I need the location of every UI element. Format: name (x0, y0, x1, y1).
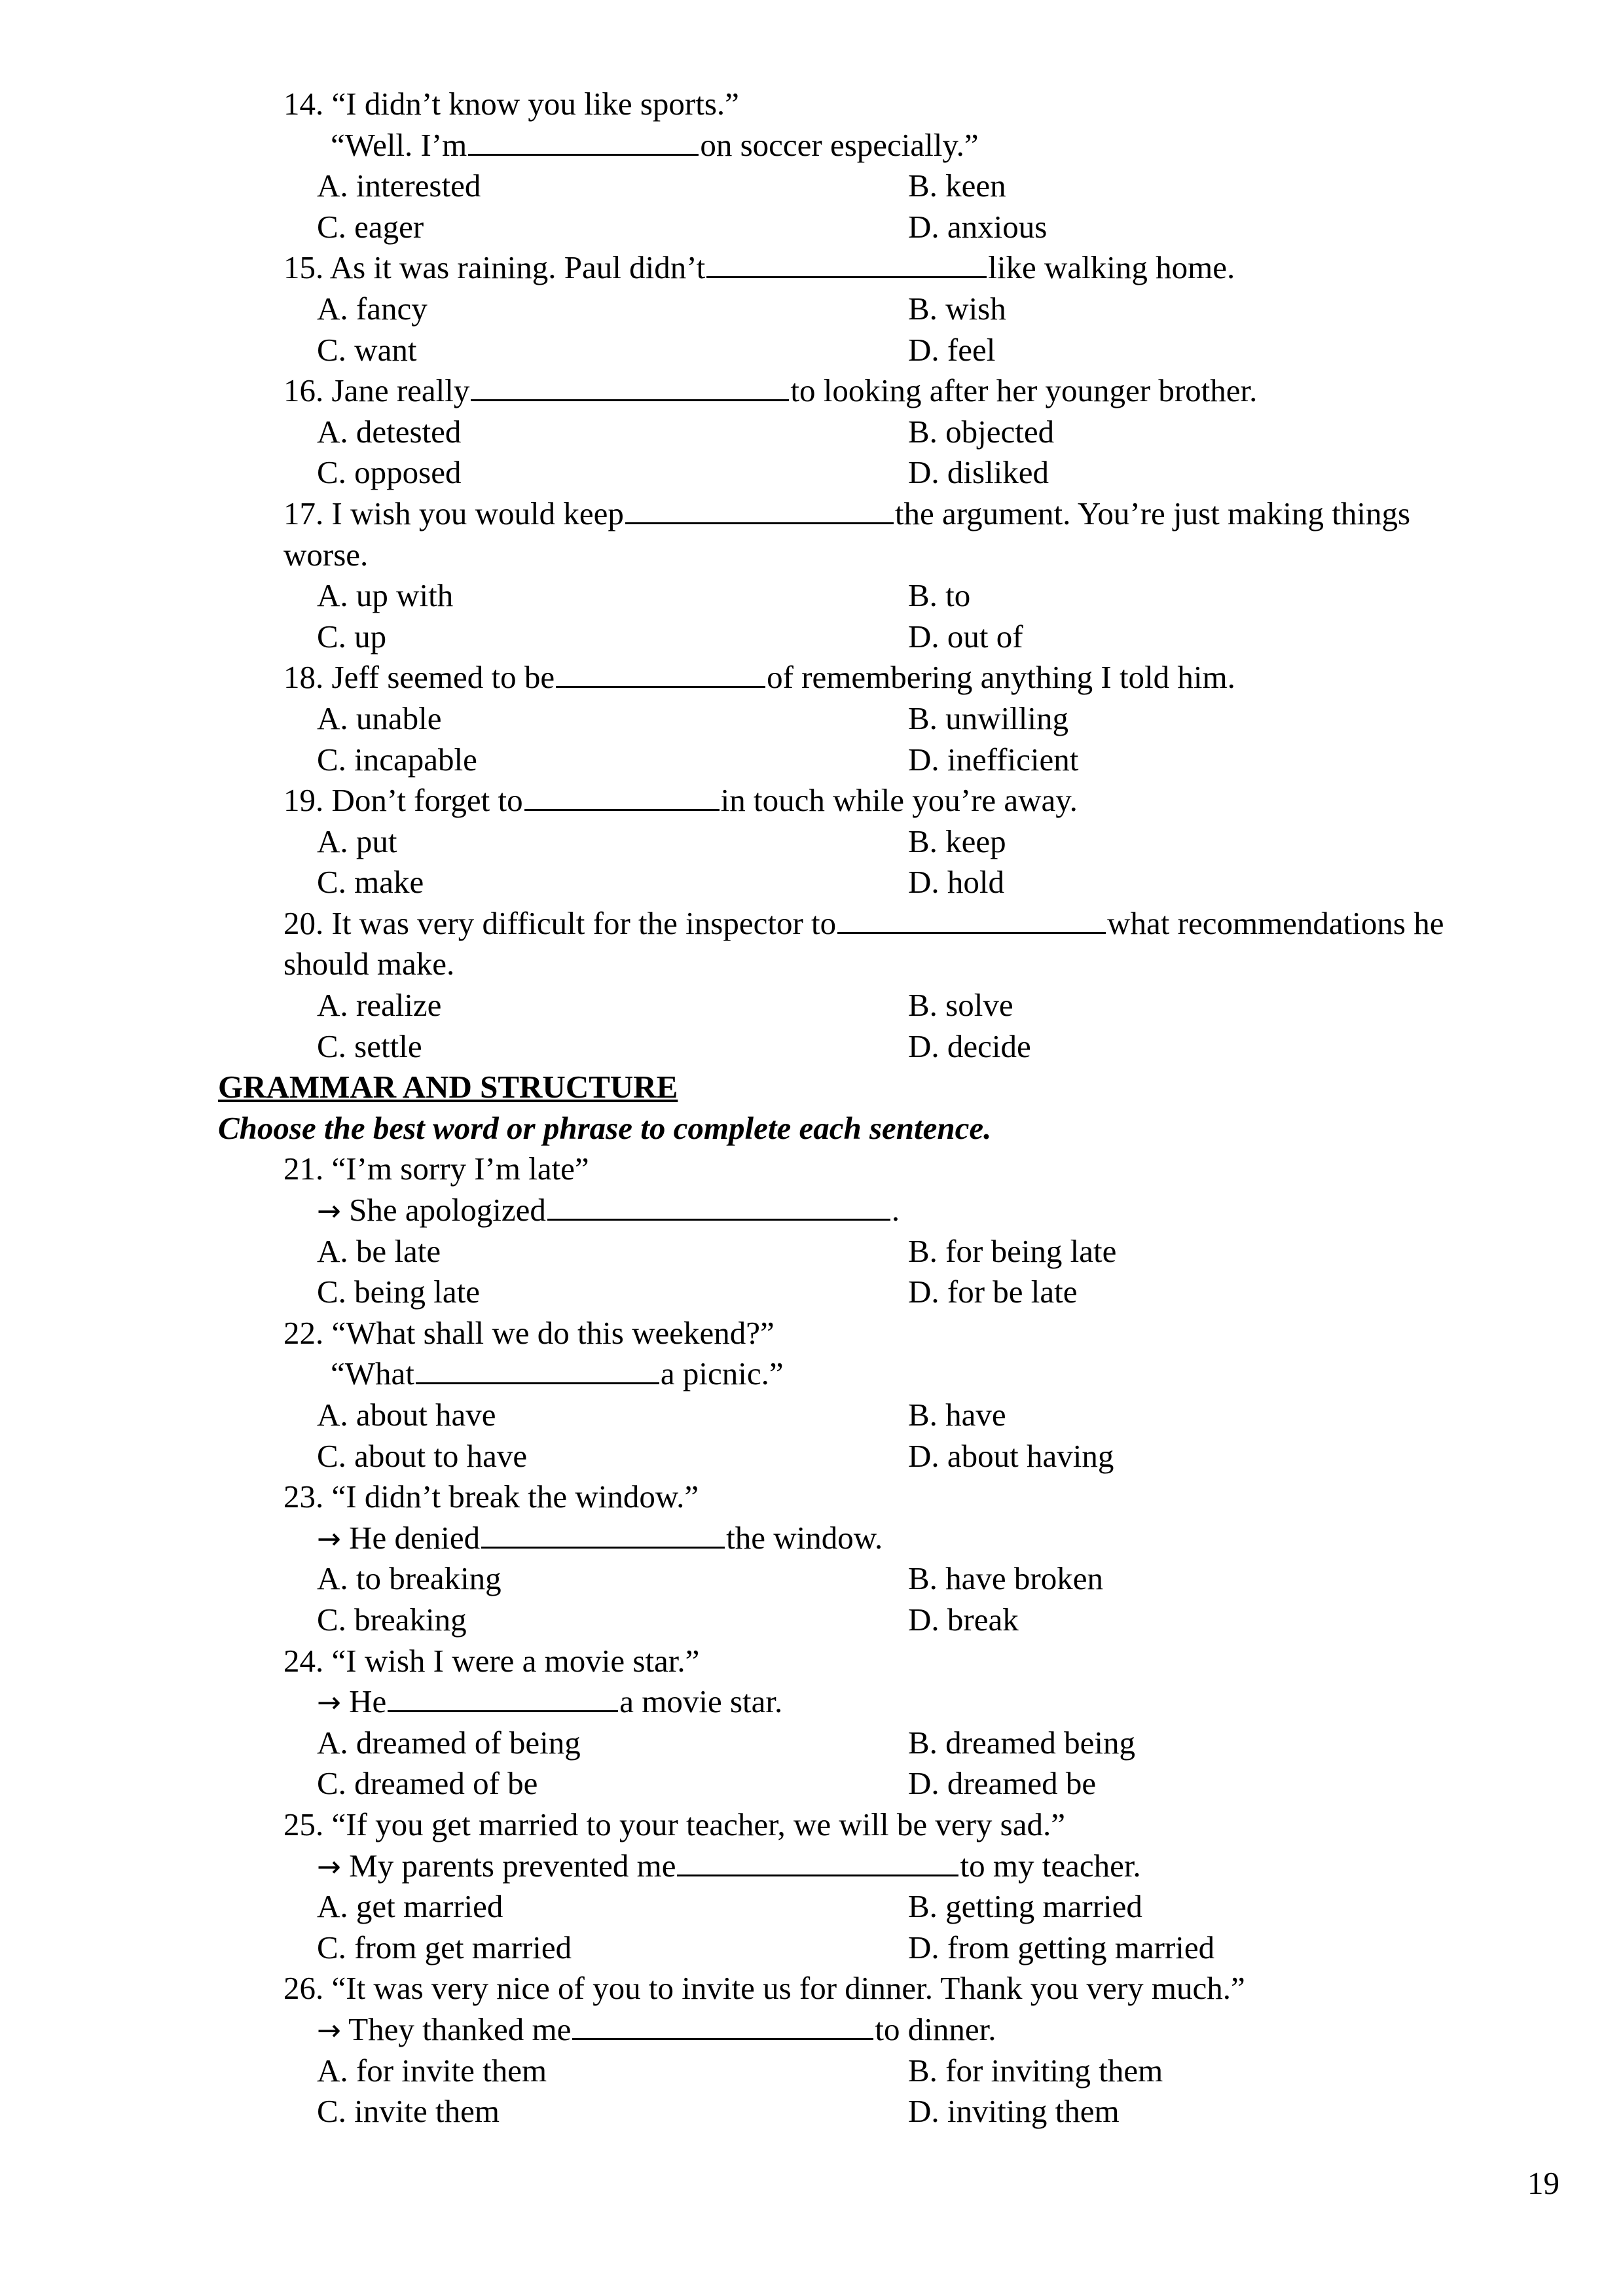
question-15-stem (0, 247, 1623, 289)
option-b[interactable]: B. have (908, 1397, 1006, 1433)
question-14-reply (0, 125, 1623, 166)
question-22-options-cd (0, 1436, 1623, 1477)
question-number: 22. (283, 1314, 324, 1351)
option-d[interactable]: D. hold (908, 864, 1004, 901)
question-text-continued: worse. (283, 536, 369, 573)
question-22-reply (0, 1354, 1623, 1395)
option-b[interactable]: B. dreamed being (908, 1724, 1135, 1761)
question-14-stem (0, 84, 1623, 125)
option-d[interactable]: D. about having (908, 1437, 1114, 1474)
rewrite-text-before: They thanked me (348, 2011, 572, 2047)
question-text: “What shall we do this weekend?” (331, 1314, 775, 1351)
question-21-stem (0, 1149, 1623, 1190)
rewrite-text-after: . (891, 1192, 900, 1229)
reply-text-after: on soccer especially.” (700, 126, 979, 163)
option-d[interactable]: D. inviting them (908, 2093, 1120, 2130)
rewrite-text-after: to my teacher. (960, 1847, 1141, 1884)
option-c[interactable]: C. want (317, 331, 417, 368)
option-d[interactable]: D. break (908, 1601, 1019, 1638)
question-20-options-cd (0, 1026, 1623, 1067)
question-19-options-ab (0, 821, 1623, 863)
question-text: “I didn’t break the window.” (331, 1479, 699, 1515)
question-number: 21. (283, 1151, 324, 1187)
question-17-stem (0, 493, 1623, 535)
option-c[interactable]: C. incapable (317, 741, 477, 778)
option-a[interactable]: A. for invite them (317, 2052, 547, 2089)
option-d[interactable]: D. for be late (908, 1274, 1078, 1310)
question-17-stem-continued (0, 535, 1623, 576)
question-21-options-ab (0, 1231, 1623, 1272)
question-number: 23. (283, 1479, 324, 1515)
question-20-stem (0, 903, 1623, 944)
question-text-after: to looking after her younger brother. (790, 372, 1258, 409)
question-17-options-ab (0, 575, 1623, 617)
question-number: 15. (283, 249, 324, 286)
question-text-after: the argument. You’re just making things (894, 495, 1411, 531)
question-23-options-cd (0, 1600, 1623, 1641)
option-c[interactable]: C. dreamed of be (317, 1765, 538, 1802)
option-b[interactable]: B. have broken (908, 1560, 1103, 1597)
question-text-after: what recommendations he (1107, 905, 1444, 941)
question-text-before: As it was raining. Paul didn’t (329, 249, 706, 286)
reply-text-after: a picnic.” (660, 1355, 784, 1392)
option-b[interactable]: B. solve (908, 987, 1013, 1024)
question-19-options-cd (0, 862, 1623, 903)
question-24-options-ab (0, 1723, 1623, 1764)
option-c[interactable]: C. make (317, 864, 424, 901)
question-text-before: It was very difficult for the inspector to (331, 905, 837, 941)
question-number: 14. (283, 86, 324, 122)
option-c[interactable]: C. eager (317, 208, 424, 245)
question-18-options-cd (0, 740, 1623, 781)
question-number: 18. (283, 659, 324, 696)
answer-blank[interactable] (677, 1846, 958, 1876)
option-c[interactable]: C. up (317, 618, 387, 655)
question-text: “I didn’t know you like sports.” (331, 86, 739, 122)
option-d[interactable]: D. feel (908, 331, 996, 368)
question-26-options-cd (0, 2091, 1623, 2132)
option-c[interactable]: C. about to have (317, 1437, 528, 1474)
rewrite-text-after: a movie star. (619, 1683, 783, 1720)
question-text-after: of remembering anything I told him. (767, 659, 1235, 696)
question-19-stem (0, 780, 1623, 821)
option-b[interactable]: B. unwilling (908, 700, 1069, 736)
question-18-options-ab (0, 698, 1623, 740)
option-a[interactable]: A. unable (317, 700, 442, 736)
arrow-right-icon: → (317, 1850, 341, 1884)
arrow-right-icon: → (317, 2013, 341, 2047)
option-b[interactable]: B. wish (908, 290, 1006, 327)
section-heading: GRAMMAR AND STRUCTURE (218, 1069, 678, 1105)
question-14-options-ab (0, 166, 1623, 207)
question-25-stem (0, 1804, 1623, 1846)
question-number: 16. (283, 372, 324, 409)
question-15-options-ab (0, 289, 1623, 330)
option-b[interactable]: B. keep (908, 823, 1006, 859)
rewrite-text-after: to dinner. (875, 2011, 996, 2047)
option-a[interactable]: A. put (317, 823, 397, 859)
question-text-before: Jeff seemed to be (331, 659, 555, 696)
option-c[interactable]: C. being late (317, 1274, 481, 1310)
question-number: 25. (283, 1806, 324, 1842)
question-22-options-ab (0, 1395, 1623, 1436)
question-14-options-cd (0, 207, 1623, 248)
arrow-right-icon: → (317, 1522, 341, 1556)
rewrite-text-before: My parents prevented me (349, 1847, 676, 1884)
answer-blank[interactable] (388, 1681, 618, 1712)
question-number: 20. (283, 905, 324, 941)
question-24-stem (0, 1641, 1623, 1682)
question-21-options-cd (0, 1272, 1623, 1313)
rewrite-text-before: He (349, 1683, 387, 1720)
answer-blank[interactable] (524, 780, 720, 811)
question-number: 24. (283, 1642, 324, 1679)
rewrite-text-before: She apologized (349, 1192, 546, 1229)
question-25-options-cd (0, 1928, 1623, 1969)
question-25-options-ab (0, 1886, 1623, 1928)
page-number: 19 (1527, 2165, 1559, 2201)
option-c[interactable]: C. settle (317, 1028, 422, 1064)
answer-blank[interactable] (416, 1354, 659, 1384)
option-b[interactable]: B. objected (908, 413, 1055, 450)
answer-blank[interactable] (556, 657, 765, 688)
question-text: “I wish I were a movie star.” (331, 1642, 700, 1679)
question-text-after: like walking home. (988, 249, 1235, 286)
question-15-options-cd (0, 330, 1623, 371)
question-16-stem (0, 370, 1623, 412)
exercise-content (0, 84, 1623, 2132)
question-text-after: in touch while you’re away. (720, 782, 1078, 819)
option-b[interactable]: B. to (908, 577, 971, 614)
question-text-continued: should make. (283, 946, 455, 982)
answer-blank[interactable] (468, 125, 699, 156)
answer-blank[interactable] (547, 1190, 890, 1221)
section-instruction: Choose the best word or phrase to complete each sentence. (218, 1109, 992, 1146)
option-a[interactable]: A. realize (317, 987, 442, 1024)
option-d[interactable]: D. dreamed be (908, 1765, 1097, 1802)
option-a[interactable]: A. be late (317, 1232, 441, 1269)
question-number: 26. (283, 1970, 324, 2007)
question-number: 17. (283, 495, 324, 531)
question-22-stem (0, 1313, 1623, 1354)
answer-blank[interactable] (706, 247, 987, 278)
option-b[interactable]: B. keen (908, 168, 1006, 204)
option-a[interactable]: A. about have (317, 1397, 496, 1433)
rewrite-text-after: the window. (726, 1519, 883, 1556)
question-24-options-cd (0, 1763, 1623, 1804)
option-c[interactable]: C. breaking (317, 1601, 467, 1638)
question-text: “If you get married to your teacher, we will be very sad.” (331, 1806, 1065, 1842)
option-b[interactable]: B. for being late (908, 1232, 1117, 1269)
option-d[interactable]: D. inefficient (908, 741, 1079, 778)
answer-blank[interactable] (837, 903, 1106, 934)
option-d[interactable]: D. from getting married (908, 1929, 1215, 1965)
option-d[interactable]: D. out of (908, 618, 1023, 655)
answer-blank[interactable] (572, 2009, 873, 2040)
question-text-before: Don’t forget to (331, 782, 523, 819)
question-26-stem (0, 1968, 1623, 2009)
option-d[interactable]: D. disliked (908, 454, 1049, 491)
option-a[interactable]: A. dreamed of being (317, 1724, 581, 1761)
question-text: “It was very nice of you to invite us for dinner. Thank you very much.” (331, 1970, 1245, 2007)
question-text-before: I wish you would keep (331, 495, 624, 531)
option-a[interactable]: A. interested (317, 168, 481, 204)
question-18-stem (0, 657, 1623, 698)
option-a[interactable]: A. up with (317, 577, 454, 614)
option-c[interactable]: C. invite them (317, 2093, 500, 2130)
question-26-rewrite (0, 2009, 1623, 2051)
question-number: 19. (283, 782, 324, 819)
question-20-options-ab (0, 985, 1623, 1026)
option-b[interactable]: B. getting married (908, 1888, 1142, 1925)
option-a[interactable]: A. to breaking (317, 1560, 501, 1597)
question-23-rewrite (0, 1518, 1623, 1559)
option-b[interactable]: B. for inviting them (908, 2052, 1163, 2089)
answer-blank[interactable] (481, 1518, 725, 1549)
option-d[interactable]: D. decide (908, 1028, 1031, 1064)
reply-text-before: “What (331, 1355, 414, 1392)
question-20-stem-continued (0, 944, 1623, 985)
arrow-right-icon: → (317, 1194, 341, 1229)
question-text: “I’m sorry I’m late” (331, 1151, 589, 1187)
arrow-right-icon: → (317, 1686, 341, 1720)
question-23-stem (0, 1477, 1623, 1518)
reply-text-before: “Well. I’m (331, 126, 467, 163)
option-a[interactable]: A. get married (317, 1888, 503, 1925)
question-16-options-ab (0, 412, 1623, 453)
question-23-options-ab (0, 1558, 1623, 1600)
option-a[interactable]: A. detested (317, 413, 462, 450)
question-24-rewrite (0, 1681, 1623, 1723)
option-d[interactable]: D. anxious (908, 208, 1048, 245)
answer-blank[interactable] (471, 370, 789, 401)
question-26-options-ab (0, 2051, 1623, 2092)
question-text-before: Jane really (331, 372, 470, 409)
option-c[interactable]: C. opposed (317, 454, 462, 491)
answer-blank[interactable] (625, 493, 894, 524)
rewrite-text-before: He denied (349, 1519, 481, 1556)
question-21-rewrite (0, 1190, 1623, 1231)
question-25-rewrite (0, 1846, 1623, 1887)
option-a[interactable]: A. fancy (317, 290, 428, 327)
option-c[interactable]: C. from get married (317, 1929, 572, 1965)
question-17-options-cd (0, 617, 1623, 658)
question-16-options-cd (0, 452, 1623, 493)
